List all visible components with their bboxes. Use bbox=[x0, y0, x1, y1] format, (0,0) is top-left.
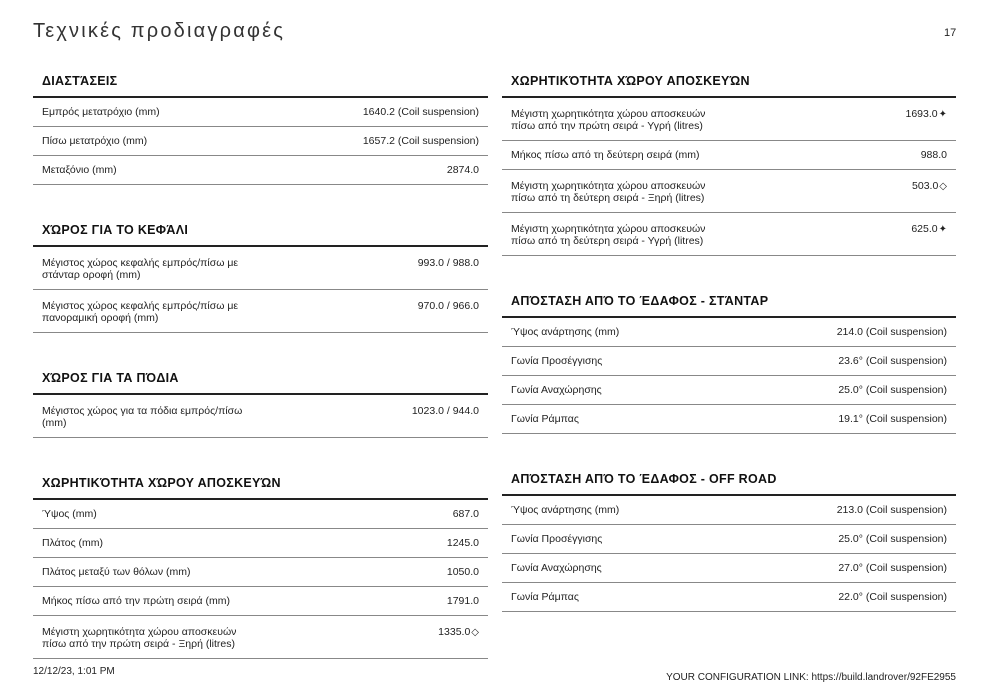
spec-value-cell bbox=[447, 566, 479, 578]
spec-label: Μήκος πίσω από τη δεύτερη σειρά (mm) bbox=[511, 149, 700, 161]
spec-value: 19.1° (Coil suspension) bbox=[838, 413, 947, 425]
spec-value: 1050.0 bbox=[446, 566, 479, 578]
spec-section bbox=[502, 62, 956, 256]
spec-value: 23.6° (Coil suspension) bbox=[838, 355, 947, 367]
spec-value: 1245.0 bbox=[446, 537, 479, 549]
spec-value-cell bbox=[363, 106, 479, 118]
spec-row bbox=[33, 98, 488, 127]
spec-label: Μήκος πίσω από την πρώτη σειρά (mm) bbox=[42, 595, 231, 607]
spec-value: 214.0 (Coil suspension) bbox=[836, 326, 947, 338]
spec-label: Μέγιστος χώρος για τα πόδια εμπρός/πίσω (mm) bbox=[42, 405, 243, 429]
spec-label: Πλάτος μεταξύ των θόλων (mm) bbox=[42, 566, 191, 578]
spec-value: 25.0° (Coil suspension) bbox=[838, 533, 947, 545]
spec-value: 1657.2 (Coil suspension) bbox=[362, 135, 479, 147]
page-number: 17 bbox=[944, 27, 957, 39]
spec-row bbox=[502, 170, 956, 213]
section-title: ΧΩΡΗΤΙΚΌΤΗΤΑ ΧΏΡΟΥ ΑΠΟΣΚΕΥΏΝ bbox=[33, 464, 488, 500]
spec-value-cell bbox=[837, 326, 947, 338]
spec-row bbox=[502, 583, 956, 612]
diamond-marker-icon: ◇ bbox=[939, 181, 947, 192]
spec-section bbox=[502, 282, 956, 434]
spec-label: Πλάτος (mm) bbox=[42, 537, 104, 549]
spec-value-cell bbox=[838, 591, 947, 603]
spec-value-cell bbox=[447, 164, 479, 176]
spec-value-cell bbox=[911, 223, 947, 236]
spec-row bbox=[502, 554, 956, 583]
section-title: ΧΏΡΟΣ ΓΙΑ ΤΟ ΚΕΦΆΛΙ bbox=[33, 211, 488, 247]
spec-row bbox=[33, 529, 488, 558]
spec-row bbox=[33, 500, 488, 529]
spec-label: Γωνία Αναχώρησης bbox=[511, 384, 602, 396]
spec-value-cell bbox=[418, 257, 479, 269]
spec-label: Μέγιστη χωρητικότητα χώρου αποσκευών πίσω από τη δεύτερη σειρά - Υγρή (litres) bbox=[511, 223, 706, 247]
section-title: ΑΠΌΣΤΑΣΗ ΑΠΌ ΤΟ ΈΔΑΦΟΣ - ΣΤΆΝΤΑΡ bbox=[502, 282, 956, 318]
spec-row bbox=[33, 616, 488, 659]
spec-value: 1693.0 bbox=[905, 108, 938, 120]
spec-value-cell bbox=[912, 180, 947, 193]
star-marker-icon: ✦ bbox=[938, 224, 947, 235]
spec-label: Μέγιστος χώρος κεφαλής εμπρός/πίσω με πανοραμική οροφή (mm) bbox=[42, 300, 239, 324]
spec-label: Γωνία Αναχώρησης bbox=[511, 562, 602, 574]
spec-label: Μέγιστη χωρητικότητα χώρου αποσκευών πίσω από την πρώτη σειρά - Υγρή (litres) bbox=[511, 108, 706, 132]
spec-value: 1023.0 / 944.0 bbox=[411, 405, 479, 417]
spec-row bbox=[33, 558, 488, 587]
spec-value-cell bbox=[453, 508, 479, 520]
spec-value-cell bbox=[905, 108, 947, 121]
spec-label: Εμπρός μετατρόχιο (mm) bbox=[42, 106, 160, 118]
spec-label: Ύψος (mm) bbox=[42, 508, 97, 520]
spec-row bbox=[33, 127, 488, 156]
spec-label: Μεταξόνιο (mm) bbox=[42, 164, 117, 176]
spec-value: 2874.0 bbox=[446, 164, 479, 176]
spec-value: 988.0 bbox=[920, 149, 947, 161]
spec-row bbox=[502, 213, 956, 256]
spec-value: 22.0° (Coil suspension) bbox=[838, 591, 947, 603]
spec-label: Γωνία Προσέγγισης bbox=[511, 533, 603, 545]
spec-section bbox=[33, 211, 488, 333]
spec-value-cell bbox=[838, 413, 947, 425]
configuration-link[interactable]: YOUR CONFIGURATION LINK: https://build.landrover/92FE2955 bbox=[666, 672, 956, 683]
footer-date: 12/12/23, 1:01 PM bbox=[33, 666, 115, 677]
page-title: Τεχνικές προδιαγραφές bbox=[33, 20, 286, 42]
spec-row bbox=[502, 376, 956, 405]
spec-value: 213.0 (Coil suspension) bbox=[836, 504, 947, 516]
spec-row bbox=[33, 290, 488, 333]
star-marker-icon: ✦ bbox=[938, 109, 947, 120]
spec-label: Ύψος ανάρτησης (mm) bbox=[511, 326, 620, 338]
spec-section bbox=[33, 464, 488, 659]
spec-value: 1335.0 bbox=[438, 626, 471, 638]
diamond-marker-icon: ◇ bbox=[471, 627, 479, 638]
spec-value-cell bbox=[363, 135, 479, 147]
spec-value: 993.0 / 988.0 bbox=[417, 257, 479, 269]
spec-value: 1640.2 (Coil suspension) bbox=[362, 106, 479, 118]
spec-row bbox=[502, 141, 956, 170]
spec-value-cell bbox=[838, 384, 947, 396]
section-title: ΧΏΡΟΣ ΓΙΑ ΤΑ ΠΌΔΙΑ bbox=[33, 359, 488, 395]
spec-row bbox=[33, 247, 488, 290]
spec-value: 625.0 bbox=[911, 223, 938, 235]
spec-value-cell bbox=[412, 405, 479, 417]
spec-row bbox=[502, 347, 956, 376]
spec-label: Ύψος ανάρτησης (mm) bbox=[511, 504, 620, 516]
spec-value: 503.0 bbox=[912, 180, 939, 192]
spec-label: Γωνία Ράμπας bbox=[511, 413, 579, 425]
spec-row bbox=[33, 395, 488, 438]
spec-section bbox=[33, 359, 488, 438]
spec-value-cell bbox=[838, 562, 947, 574]
spec-value-cell bbox=[447, 595, 479, 607]
spec-row bbox=[502, 496, 956, 525]
spec-row bbox=[502, 98, 956, 141]
spec-label: Μέγιστος χώρος κεφαλής εμπρός/πίσω με στάνταρ οροφή (mm) bbox=[42, 257, 239, 281]
left-column bbox=[33, 62, 488, 685]
spec-label: Μέγιστη χωρητικότητα χώρου αποσκευών πίσω από τη δεύτερη σειρά - Ξηρή (litres) bbox=[511, 180, 706, 204]
spec-row bbox=[502, 525, 956, 554]
spec-row bbox=[502, 405, 956, 434]
spec-value: 25.0° (Coil suspension) bbox=[838, 384, 947, 396]
spec-label: Πίσω μετατρόχιο (mm) bbox=[42, 135, 148, 147]
spec-value-cell bbox=[418, 300, 479, 312]
right-column bbox=[502, 62, 956, 638]
spec-label: Γωνία Προσέγγισης bbox=[511, 355, 603, 367]
spec-value: 970.0 / 966.0 bbox=[417, 300, 479, 312]
spec-label: Γωνία Ράμπας bbox=[511, 591, 579, 603]
spec-value-cell bbox=[838, 355, 947, 367]
section-title: ΧΩΡΗΤΙΚΌΤΗΤΑ ΧΏΡΟΥ ΑΠΟΣΚΕΥΏΝ bbox=[502, 62, 956, 98]
section-title: ΑΠΌΣΤΑΣΗ ΑΠΌ ΤΟ ΈΔΑΦΟΣ - OFF ROAD bbox=[502, 460, 956, 496]
spec-value-cell bbox=[447, 537, 479, 549]
spec-value-cell bbox=[921, 149, 947, 161]
spec-section bbox=[33, 62, 488, 185]
spec-row bbox=[502, 318, 956, 347]
section-title: ΔΙΑΣΤΆΣΕΙΣ bbox=[33, 62, 488, 98]
spec-section bbox=[502, 460, 956, 612]
spec-row bbox=[33, 156, 488, 185]
spec-value-cell bbox=[438, 626, 479, 639]
spec-value-cell bbox=[837, 504, 947, 516]
spec-value: 1791.0 bbox=[446, 595, 479, 607]
spec-row bbox=[33, 587, 488, 616]
spec-label: Μέγιστη χωρητικότητα χώρου αποσκευών πίσω από την πρώτη σειρά - Ξηρή (litres) bbox=[42, 626, 237, 650]
spec-value: 27.0° (Coil suspension) bbox=[838, 562, 947, 574]
spec-value-cell bbox=[838, 533, 947, 545]
spec-value: 687.0 bbox=[452, 508, 479, 520]
